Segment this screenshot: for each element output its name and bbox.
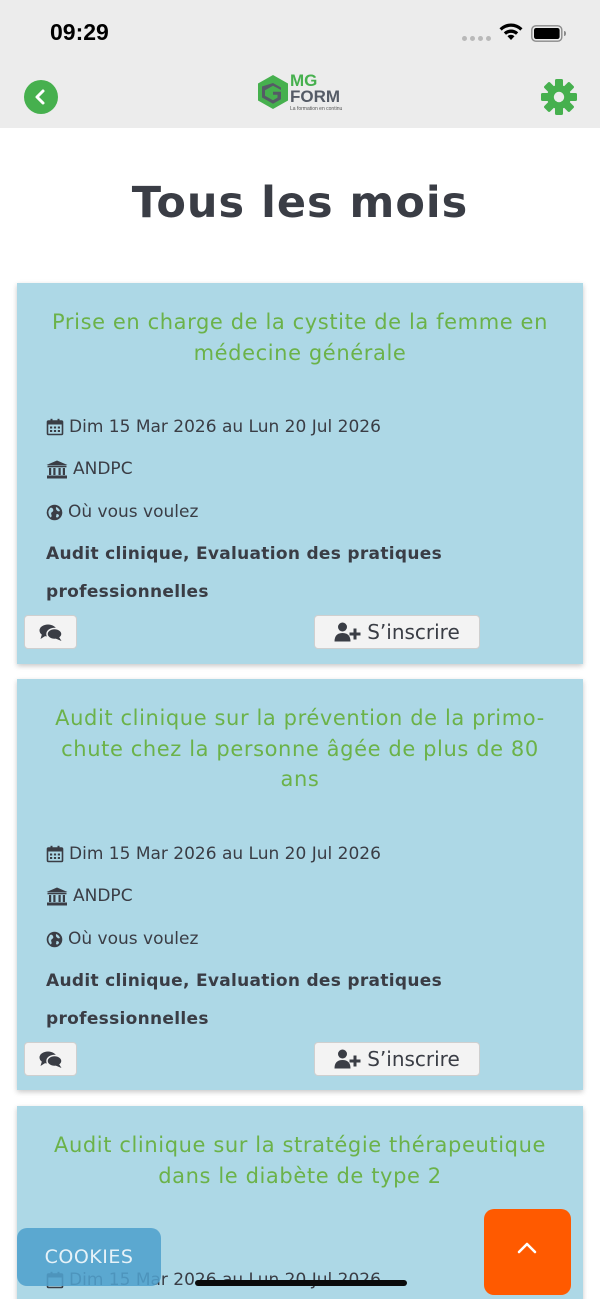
bank-icon	[46, 887, 68, 906]
training-title[interactable]: Audit clinique sur la prévention de la primo-chute chez la personne âgée de plus de 80 ans	[55, 706, 545, 791]
training-organism	[46, 886, 133, 906]
chevron-left-icon	[32, 88, 50, 106]
training-dates	[46, 417, 381, 437]
logo-tagline: La formation en continu	[290, 106, 343, 112]
register-label: S’inscrire	[367, 620, 460, 644]
register-button[interactable]	[314, 615, 480, 649]
training-organism	[46, 459, 133, 479]
settings-gear-icon[interactable]	[540, 78, 578, 116]
user-plus-icon	[334, 1049, 361, 1069]
cellular-signal-icon	[462, 36, 491, 41]
comments-icon	[39, 624, 63, 642]
organism-text: ANDPC	[73, 459, 133, 479]
battery-icon	[531, 25, 567, 42]
back-button[interactable]	[24, 80, 58, 114]
logo-mark-icon	[256, 74, 290, 110]
training-title[interactable]: Audit clinique sur la stratégie thérapeutique dans le diabète de type 2	[53, 1133, 547, 1188]
comments-icon	[39, 1051, 63, 1069]
user-plus-icon	[334, 622, 361, 642]
training-types: Audit clinique, Evaluation des pratiques professionnelles	[46, 544, 442, 602]
location-text: Où vous voulez	[68, 502, 199, 522]
calendar-icon	[46, 845, 64, 863]
chevron-up-icon	[515, 1239, 539, 1257]
register-button[interactable]	[314, 1042, 480, 1076]
globe-icon	[46, 931, 63, 948]
training-card	[17, 679, 583, 1090]
globe-icon	[46, 504, 63, 521]
page-title: Tous les mois	[131, 178, 469, 228]
dates-text: Dim 15 Mar 2026 au Lun 20 Jul 2026	[69, 844, 381, 864]
training-card	[17, 283, 583, 664]
home-indicator	[195, 1280, 407, 1286]
organism-text: ANDPC	[73, 886, 133, 906]
register-label: S’inscrire	[367, 1047, 460, 1071]
calendar-icon	[46, 418, 64, 436]
comments-button[interactable]	[24, 1042, 77, 1076]
cookies-button[interactable]: COOKIES	[17, 1228, 161, 1286]
scroll-to-top-button[interactable]	[484, 1209, 571, 1295]
status-time: 09:29	[50, 19, 109, 45]
logo-text-mg: MG	[290, 71, 318, 90]
training-dates	[46, 844, 381, 864]
training-types: Audit clinique, Evaluation des pratiques professionnelles	[46, 971, 442, 1029]
logo-text-form: FORM	[290, 87, 341, 106]
training-location	[46, 929, 198, 949]
location-text: Où vous voulez	[68, 929, 199, 949]
app-header	[0, 66, 600, 128]
status-bar	[0, 0, 600, 66]
training-location	[46, 502, 198, 522]
training-title[interactable]: Prise en charge de la cystite de la femme en médecine générale	[52, 310, 548, 365]
wifi-icon	[498, 22, 524, 42]
dates-text: Dim 15 Mar 2026 au Lun 20 Jul 2026	[69, 417, 381, 437]
mgform-logo	[254, 72, 346, 118]
bank-icon	[46, 460, 68, 479]
comments-button[interactable]	[24, 615, 77, 649]
